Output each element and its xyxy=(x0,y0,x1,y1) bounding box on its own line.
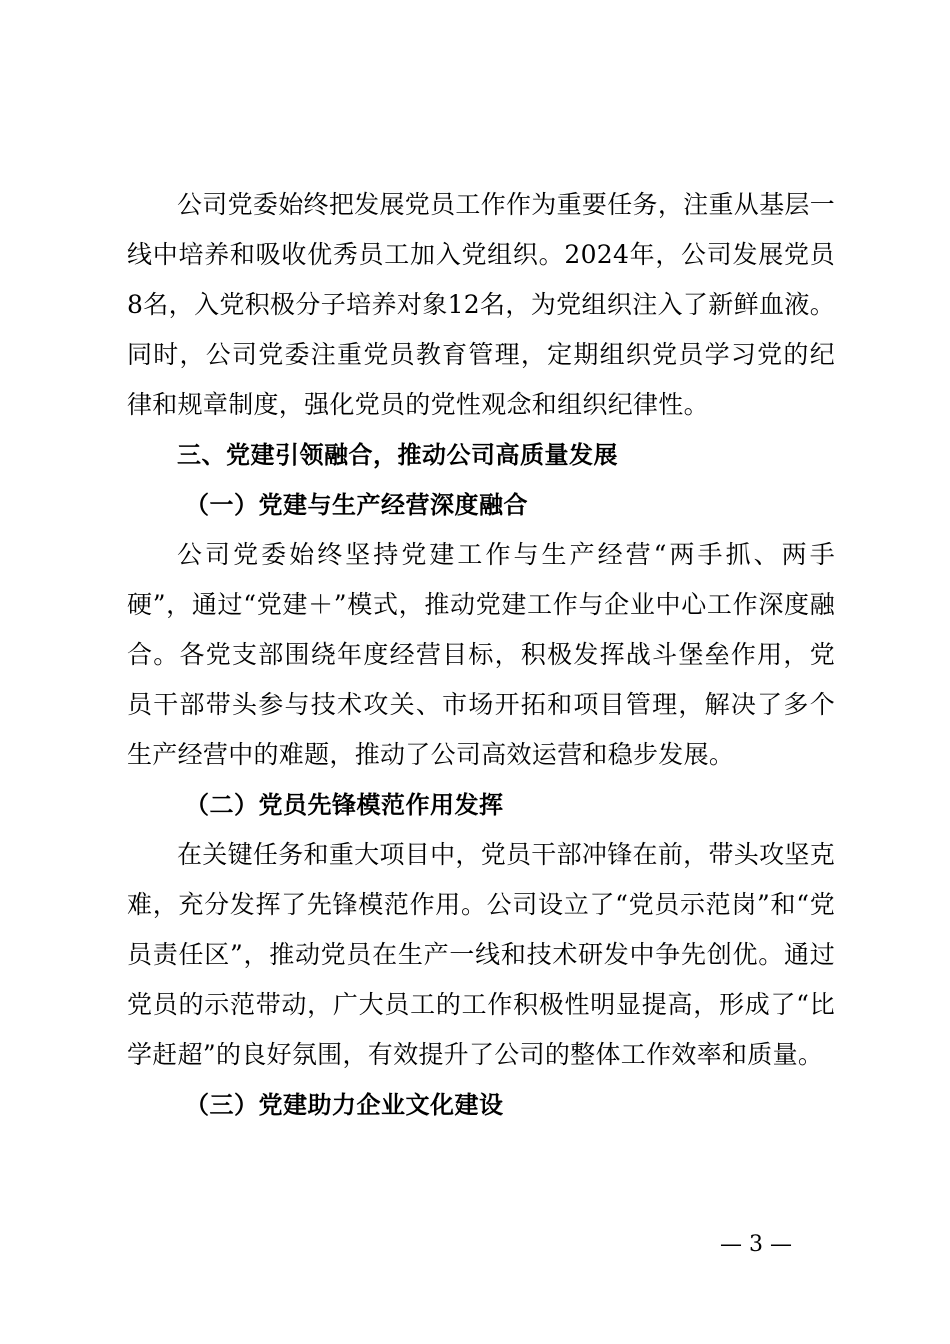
subheading-1: （一）党建与生产经营深度融合 xyxy=(185,491,528,519)
paragraph-vanguard-role: 在关键任务和重大项目中，党员干部冲锋在前，带头攻坚克难，充分发挥了先锋模范作用。公司设立了“党员示范岗”和“党员责任区”，推动党员在生产一线和技术研发中争先创优。通过党员的示范带动，广大员工的工作积极性明显提高，形成了“比学赶超”的良好氛围，有效提升了公司的整体工作效率和质量。 xyxy=(127,840,835,1069)
paragraph-party-member-development: 公司党委始终把发展党员工作作为重要任务，注重从基层一线中培养和吸收优秀员工加入党组织。2024年，公司发展党员8名，入党积极分子培养对象12名，为党组织注入了新鲜血液。同时，公司党委注重党员教育管理，定期组织党员学习党的纪律和规章制度，强化党员的党性观念和组织纪律性。 xyxy=(127,190,835,419)
document-body xyxy=(127,180,835,1130)
page-number: — 3 — xyxy=(720,1232,792,1257)
section-heading-3: 三、党建引领融合，推动公司高质量发展 xyxy=(177,441,618,469)
paragraph-production-integration: 公司党委始终坚持党建工作与生产经营“两手抓、两手硬”，通过“党建＋”模式，推动党建工作与企业中心工作深度融合。各党支部围绕年度经营目标，积极发挥战斗堡垒作用，党员干部带头参与技术攻关、市场开拓和项目管理，解决了多个生产经营中的难题，推动了公司高效运营和稳步发展。 xyxy=(127,540,835,769)
subheading-2: （二）党员先锋模范作用发挥 xyxy=(185,791,504,819)
subheading-3: （三）党建助力企业文化建设 xyxy=(185,1091,504,1119)
